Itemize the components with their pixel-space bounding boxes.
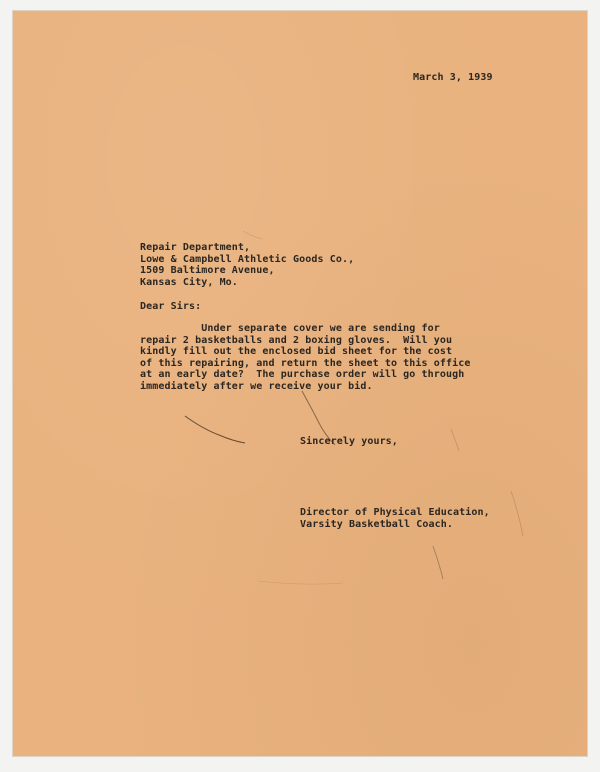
closing: Sincerely yours, [300,436,398,447]
letter-body: Under separate cover we are sending for repair 2 basketballs and 2 boxing gloves. Will you kindly fill out the enclosed bid sheet for the cost of this repairing, and return the sheet to this office at an early date? The purchase order will go through immediately after we receive your bid. [140,323,471,392]
letter-date: March 3, 1939 [413,72,493,83]
letter-page [13,11,587,756]
recipient-address: Repair Department, Lowe & Campbell Athletic Goods Co., 1509 Baltimore Avenue, Kansas City, Mo. [140,242,355,288]
salutation: Dear Sirs: [140,301,202,312]
signature-block: Director of Physical Education, Varsity Basketball Coach. [300,507,490,530]
